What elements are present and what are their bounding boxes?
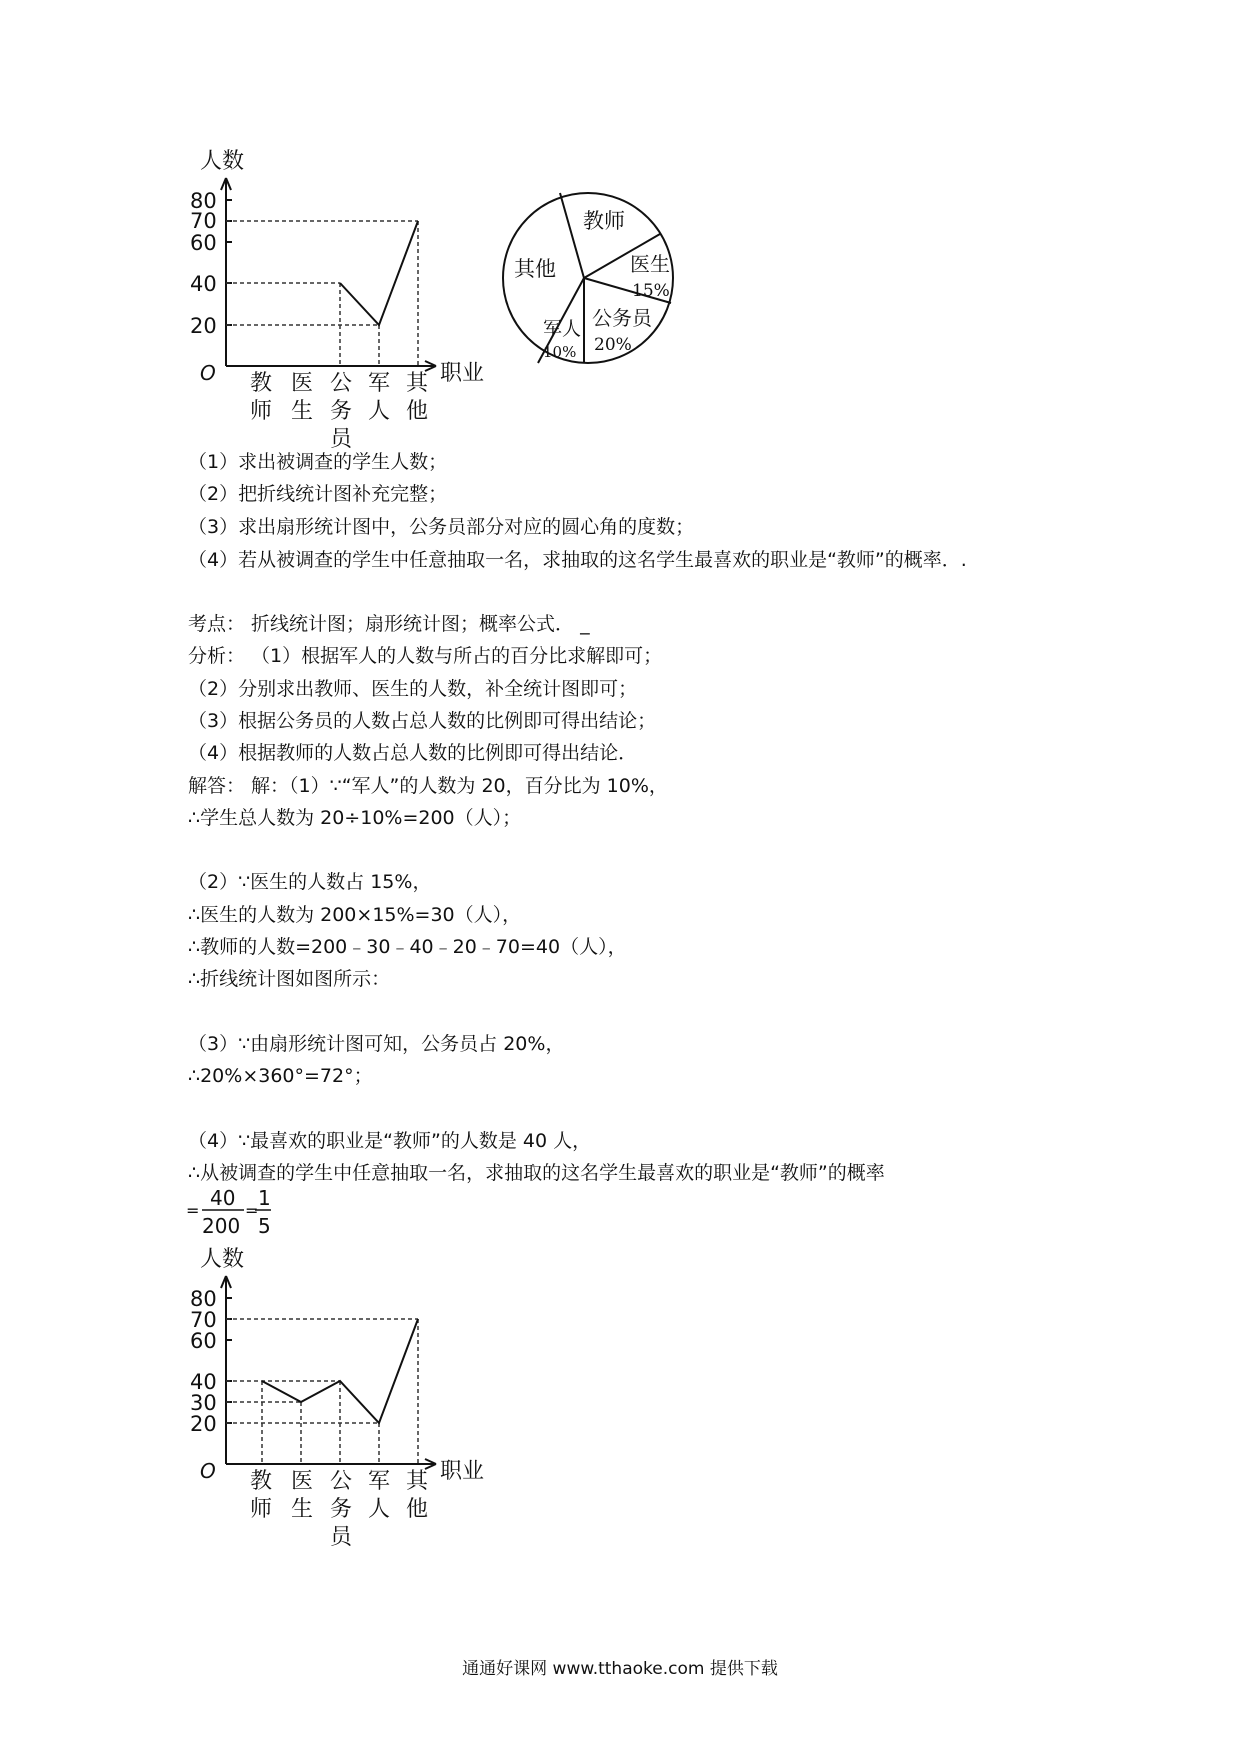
question-1: （1）求出被调查的学生人数； <box>188 451 448 473</box>
cat-label: 医 <box>291 1469 314 1494</box>
pie-label-other: 其他 <box>514 257 556 281</box>
cat-label: 员 <box>330 427 353 452</box>
ytick-label-40: 40 <box>190 272 217 296</box>
fraction-eq-lead: = <box>186 1201 200 1220</box>
cat-label: 军 <box>368 371 391 396</box>
cat-label: 员 <box>330 1525 353 1550</box>
cat-label: 师 <box>250 399 273 424</box>
series-line <box>262 1319 418 1423</box>
jieda-line-1: 解答： 解：（1）∵“军人”的人数为 20，百分比为 10%， <box>188 775 668 797</box>
cat-label: 军 <box>368 1469 391 1494</box>
jieda-line-7: （3）∵由扇形统计图可知，公务员占 20%， <box>188 1033 565 1055</box>
cat-label: 他 <box>406 399 429 424</box>
ytick-label-30: 30 <box>190 1391 217 1415</box>
cat-label: 师 <box>250 1497 273 1522</box>
cat-label: 务 <box>330 399 353 424</box>
jieda-line-6: ∴折线统计图如图所示： <box>188 968 391 990</box>
y-axis-label: 人数 <box>200 1247 245 1272</box>
footer: 通通好课网 www.tthaoke.com 提供下载 <box>462 1659 778 1679</box>
cat-label: 公 <box>330 371 353 396</box>
jieda-line-5: ∴教师的人数=200﹣30﹣40﹣20﹣70=40（人）， <box>188 936 627 958</box>
fraction-den-2: 5 <box>258 1214 271 1238</box>
cat-label: 教 <box>250 1469 273 1494</box>
ytick-label-20: 20 <box>190 314 217 338</box>
jieda-line-2: ∴学生总人数为 20÷10%=200（人）； <box>188 807 522 829</box>
pie-label-doctor-pct: 15% <box>632 281 670 301</box>
ytick-label-60: 60 <box>190 1329 217 1353</box>
ytick-label-60: 60 <box>190 231 217 255</box>
fraction-den-1: 200 <box>202 1214 241 1238</box>
ytick-label-20: 20 <box>190 1412 217 1436</box>
cat-label: 人 <box>368 399 391 424</box>
ytick-label-70: 70 <box>190 209 217 233</box>
origin-label: O <box>200 361 216 385</box>
jieda-line-3: （2）∵医生的人数占 15%， <box>188 871 432 893</box>
pie-label-civil-pct: 20% <box>594 335 632 355</box>
cat-label: 公 <box>330 1469 353 1494</box>
jieda-line-10: ∴从被调查的学生中任意抽取一名，求抽取的这名学生最喜欢的职业是“教师”的概率 <box>188 1162 885 1184</box>
ytick-label-40: 40 <box>190 1370 217 1394</box>
fenxi-line-2: （2）分别求出教师、医生的人数，补全统计图即可； <box>188 678 638 700</box>
cat-label: 生 <box>291 399 314 424</box>
x-axis-label: 职业 <box>440 361 485 386</box>
cat-label: 其 <box>406 1469 429 1494</box>
jieda-line-8: ∴20%×360°=72°； <box>188 1065 373 1087</box>
fenxi-line-3: （3）根据公务员的人数占总人数的比例即可得出结论； <box>188 710 657 732</box>
question-2: （2）把折线统计图补充完整； <box>188 483 448 505</box>
question-4: （4）若从被调查的学生中任意抽取一名，求抽取的这名学生最喜欢的职业是“教师”的概率．. <box>188 549 967 571</box>
cat-label: 务 <box>330 1497 353 1522</box>
fraction-num-2: 1 <box>258 1186 271 1210</box>
cat-label: 生 <box>291 1497 314 1522</box>
cat-label: 医 <box>291 371 314 396</box>
pie-label-army: 军人 <box>543 318 582 340</box>
cat-label: 教 <box>250 371 273 396</box>
kaodian: 考点： 折线统计图；扇形统计图；概率公式． _ <box>188 613 590 635</box>
origin-label: O <box>200 1459 216 1483</box>
cat-label: 其 <box>406 371 429 396</box>
y-axis-label: 人数 <box>200 149 245 174</box>
fenxi-line-4: （4）根据教师的人数占总人数的比例即可得出结论． <box>188 742 638 764</box>
pie-label-civil: 公务员 <box>592 306 652 330</box>
fraction-num-1: 40 <box>210 1186 236 1210</box>
fraction-eq-mid: = <box>245 1201 259 1220</box>
fenxi-line-1: 分析： （1）根据军人的人数与所占的百分比求解即可； <box>188 645 663 667</box>
ytick-label-70: 70 <box>190 1308 217 1332</box>
ytick-label-80: 80 <box>190 1287 217 1311</box>
question-3: （3）求出扇形统计图中，公务员部分对应的圆心角的度数； <box>188 516 695 538</box>
jieda-line-4: ∴医生的人数为 200×15%=30（人）， <box>188 904 522 926</box>
x-axis-label: 职业 <box>440 1459 485 1484</box>
pie-label-teacher: 教师 <box>583 209 625 233</box>
cat-label: 人 <box>368 1497 391 1522</box>
pie-label-army-pct: 10% <box>543 343 577 361</box>
jieda-line-9: （4）∵最喜欢的职业是“教师”的人数是 40 人， <box>188 1130 592 1152</box>
ytick-label-80: 80 <box>190 189 217 213</box>
pie-label-doctor: 医生 <box>630 252 670 276</box>
cat-label: 他 <box>406 1497 429 1522</box>
